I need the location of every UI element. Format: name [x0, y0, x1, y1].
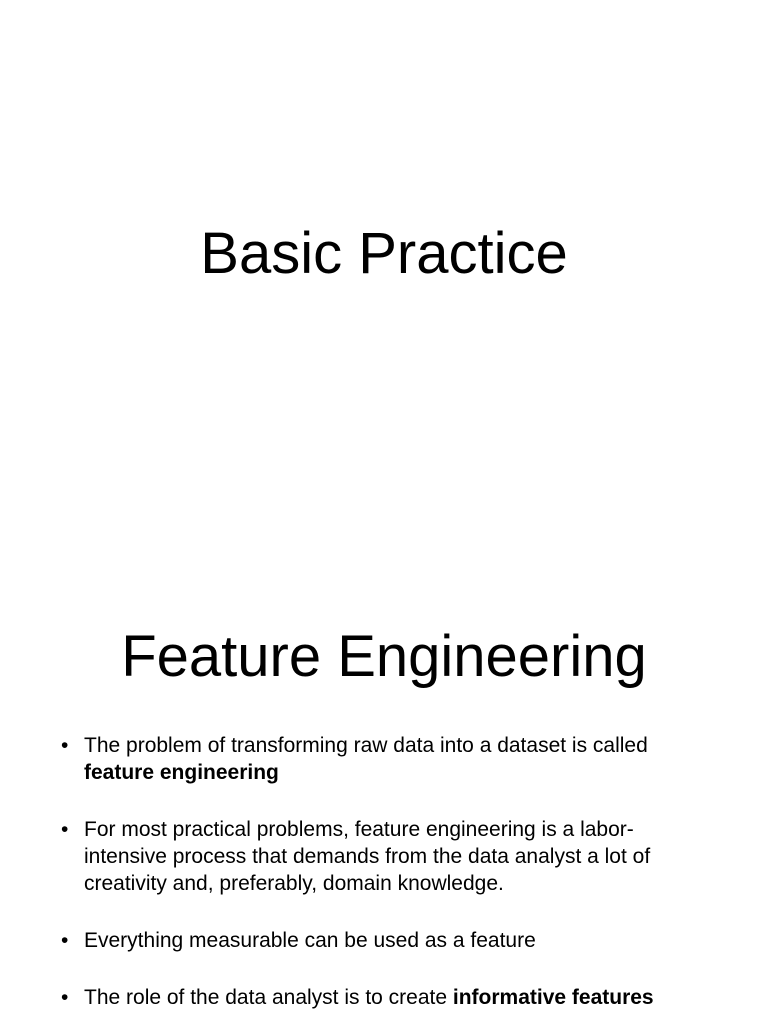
slide-title-feature-engineering: Feature Engineering: [121, 624, 647, 689]
bullet-item-1: [0, 732, 768, 786]
bullet-text: Everything measurable can be used as a feature: [84, 929, 536, 952]
slide-title-basic-practice: Basic Practice: [200, 221, 568, 286]
bullet-list: [0, 732, 768, 1024]
bullet-item-2: [0, 816, 768, 897]
bullet-text: For most practical problems, feature engineering is a labor-intensive process that demands from the data analyst a lot of creativity and, preferably, domain knowledge.: [84, 818, 651, 895]
bullet-item-4: [0, 984, 768, 1011]
bullet-dot-icon: •: [61, 734, 69, 757]
bullet-text: The role of the data analyst is to create: [84, 986, 453, 1009]
bullet-dot-icon: •: [61, 986, 69, 1009]
bullet-dot-icon: •: [61, 929, 69, 952]
bullet-item-3: [0, 927, 768, 954]
bullet-dot-icon: •: [61, 818, 69, 841]
bullet-text: The problem of transforming raw data into a dataset is called: [84, 734, 648, 757]
bullet-bold-term: informative features: [452, 986, 654, 1009]
bullet-bold-term: feature engineering: [84, 761, 279, 784]
